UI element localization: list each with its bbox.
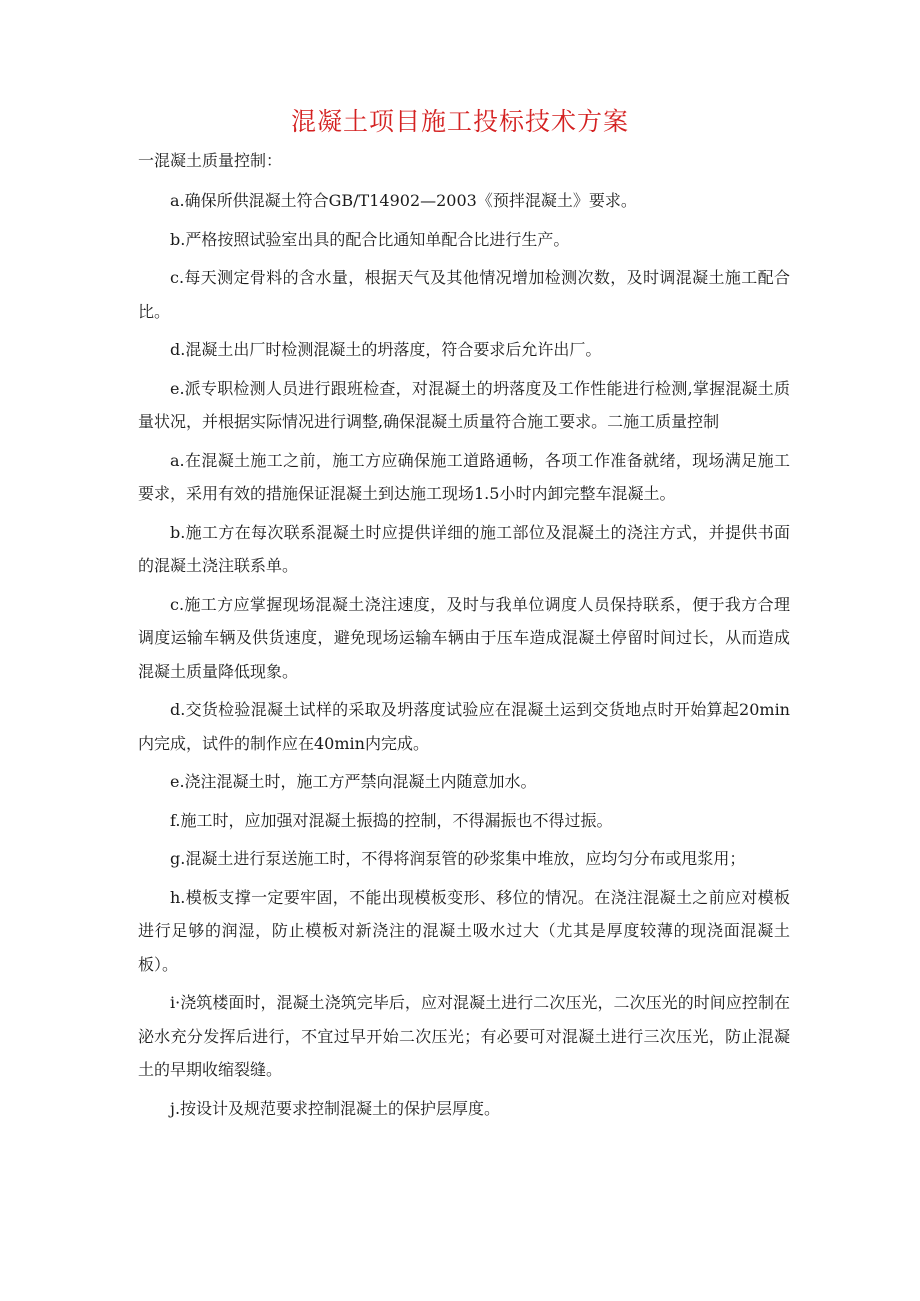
paragraph-c-2: c.施工方应掌握现场混凝土浇注速度，及时与我单位调度人员保持联系，便于我方合理调度运输车辆及供货速度，避免现场运输车辆由于压车造成混凝土停留时间过长，从而造成混凝土质量降低现象。 [138,594,790,681]
paragraph-h-2: h.模板支撑一定要牢固，不能出现模板变形、移位的情况。在浇注混凝土之前应对模板进行足够的润湿，防止模板对新浇注的混凝土吸水过大（尤其是厚度较薄的现浇面混凝土板）。 [138,887,790,974]
section-heading: 一混凝土质量控制： [138,151,283,170]
paragraph-f-2: f.施工时，应加强对混凝土振捣的控制，不得漏振也不得过振。 [170,810,613,830]
paragraph-g-2: g.混凝土进行泵送施工时，不得将润泵管的砂浆集中堆放，应均匀分布或甩浆用； [170,849,746,868]
paragraph-j-2: j.按设计及规范要求控制混凝土的保护层厚度。 [170,1098,501,1118]
paragraph-i-2: i·浇筑楼面时，混凝土浇筑完毕后，应对混凝土进行二次压光，二次压光的时间应控制在泌水充分发挥后进行，不宜过早开始二次压光；有必要可对混凝土进行三次压光，防止混凝土的早期收缩裂缝。 [138,993,790,1079]
paragraph-e-1: e.派专职检测人员进行跟班检查，对混凝土的坍落度及工作性能进行检测,掌握混凝土质量状况，并根据实际情况进行调整,确保混凝土质量符合施工要求。二施工质量控制 [138,378,790,431]
paragraph-a-1: a.确保所供混凝土符合GB/T14902—2003《预拌混凝土》要求。 [170,191,637,210]
paragraph-b-1: b.严格按照试验室出具的配合比通知单配合比进行生产。 [170,229,570,249]
paragraph-e-2: e.浇注混凝土时，施工方严禁向混凝土内随意加水。 [170,772,537,791]
paragraph-c-1: c.每天测定骨料的含水量，根据天气及其他情况增加检测次数，及时调混凝土施工配合比。 [138,268,790,321]
paragraph-d-1: d.混凝土出厂时检测混凝土的坍落度，符合要求后允许出厂。 [170,340,602,359]
paragraph-b-2: b.施工方在每次联系混凝土时应提供详细的施工部位及混凝土的浇注方式，并提供书面的混凝土浇注联系单。 [138,522,790,575]
document-title: 混凝土项目施工投标技术方案 [290,107,629,136]
paragraph-a-2: a.在混凝土施工之前，施工方应确保施工道路通畅，各项工作准备就绪，现场满足施工要求，采用有效的措施保证混凝土到达施工现场1.5小时内卸完整车混凝土。 [138,450,790,503]
document-body [138,184,790,1130]
paragraph-d-2: d.交货检验混凝土试样的采取及坍落度试验应在混凝土运到交货地点时开始算起20min内完成，试件的制作应在40min内完成。 [138,700,790,753]
